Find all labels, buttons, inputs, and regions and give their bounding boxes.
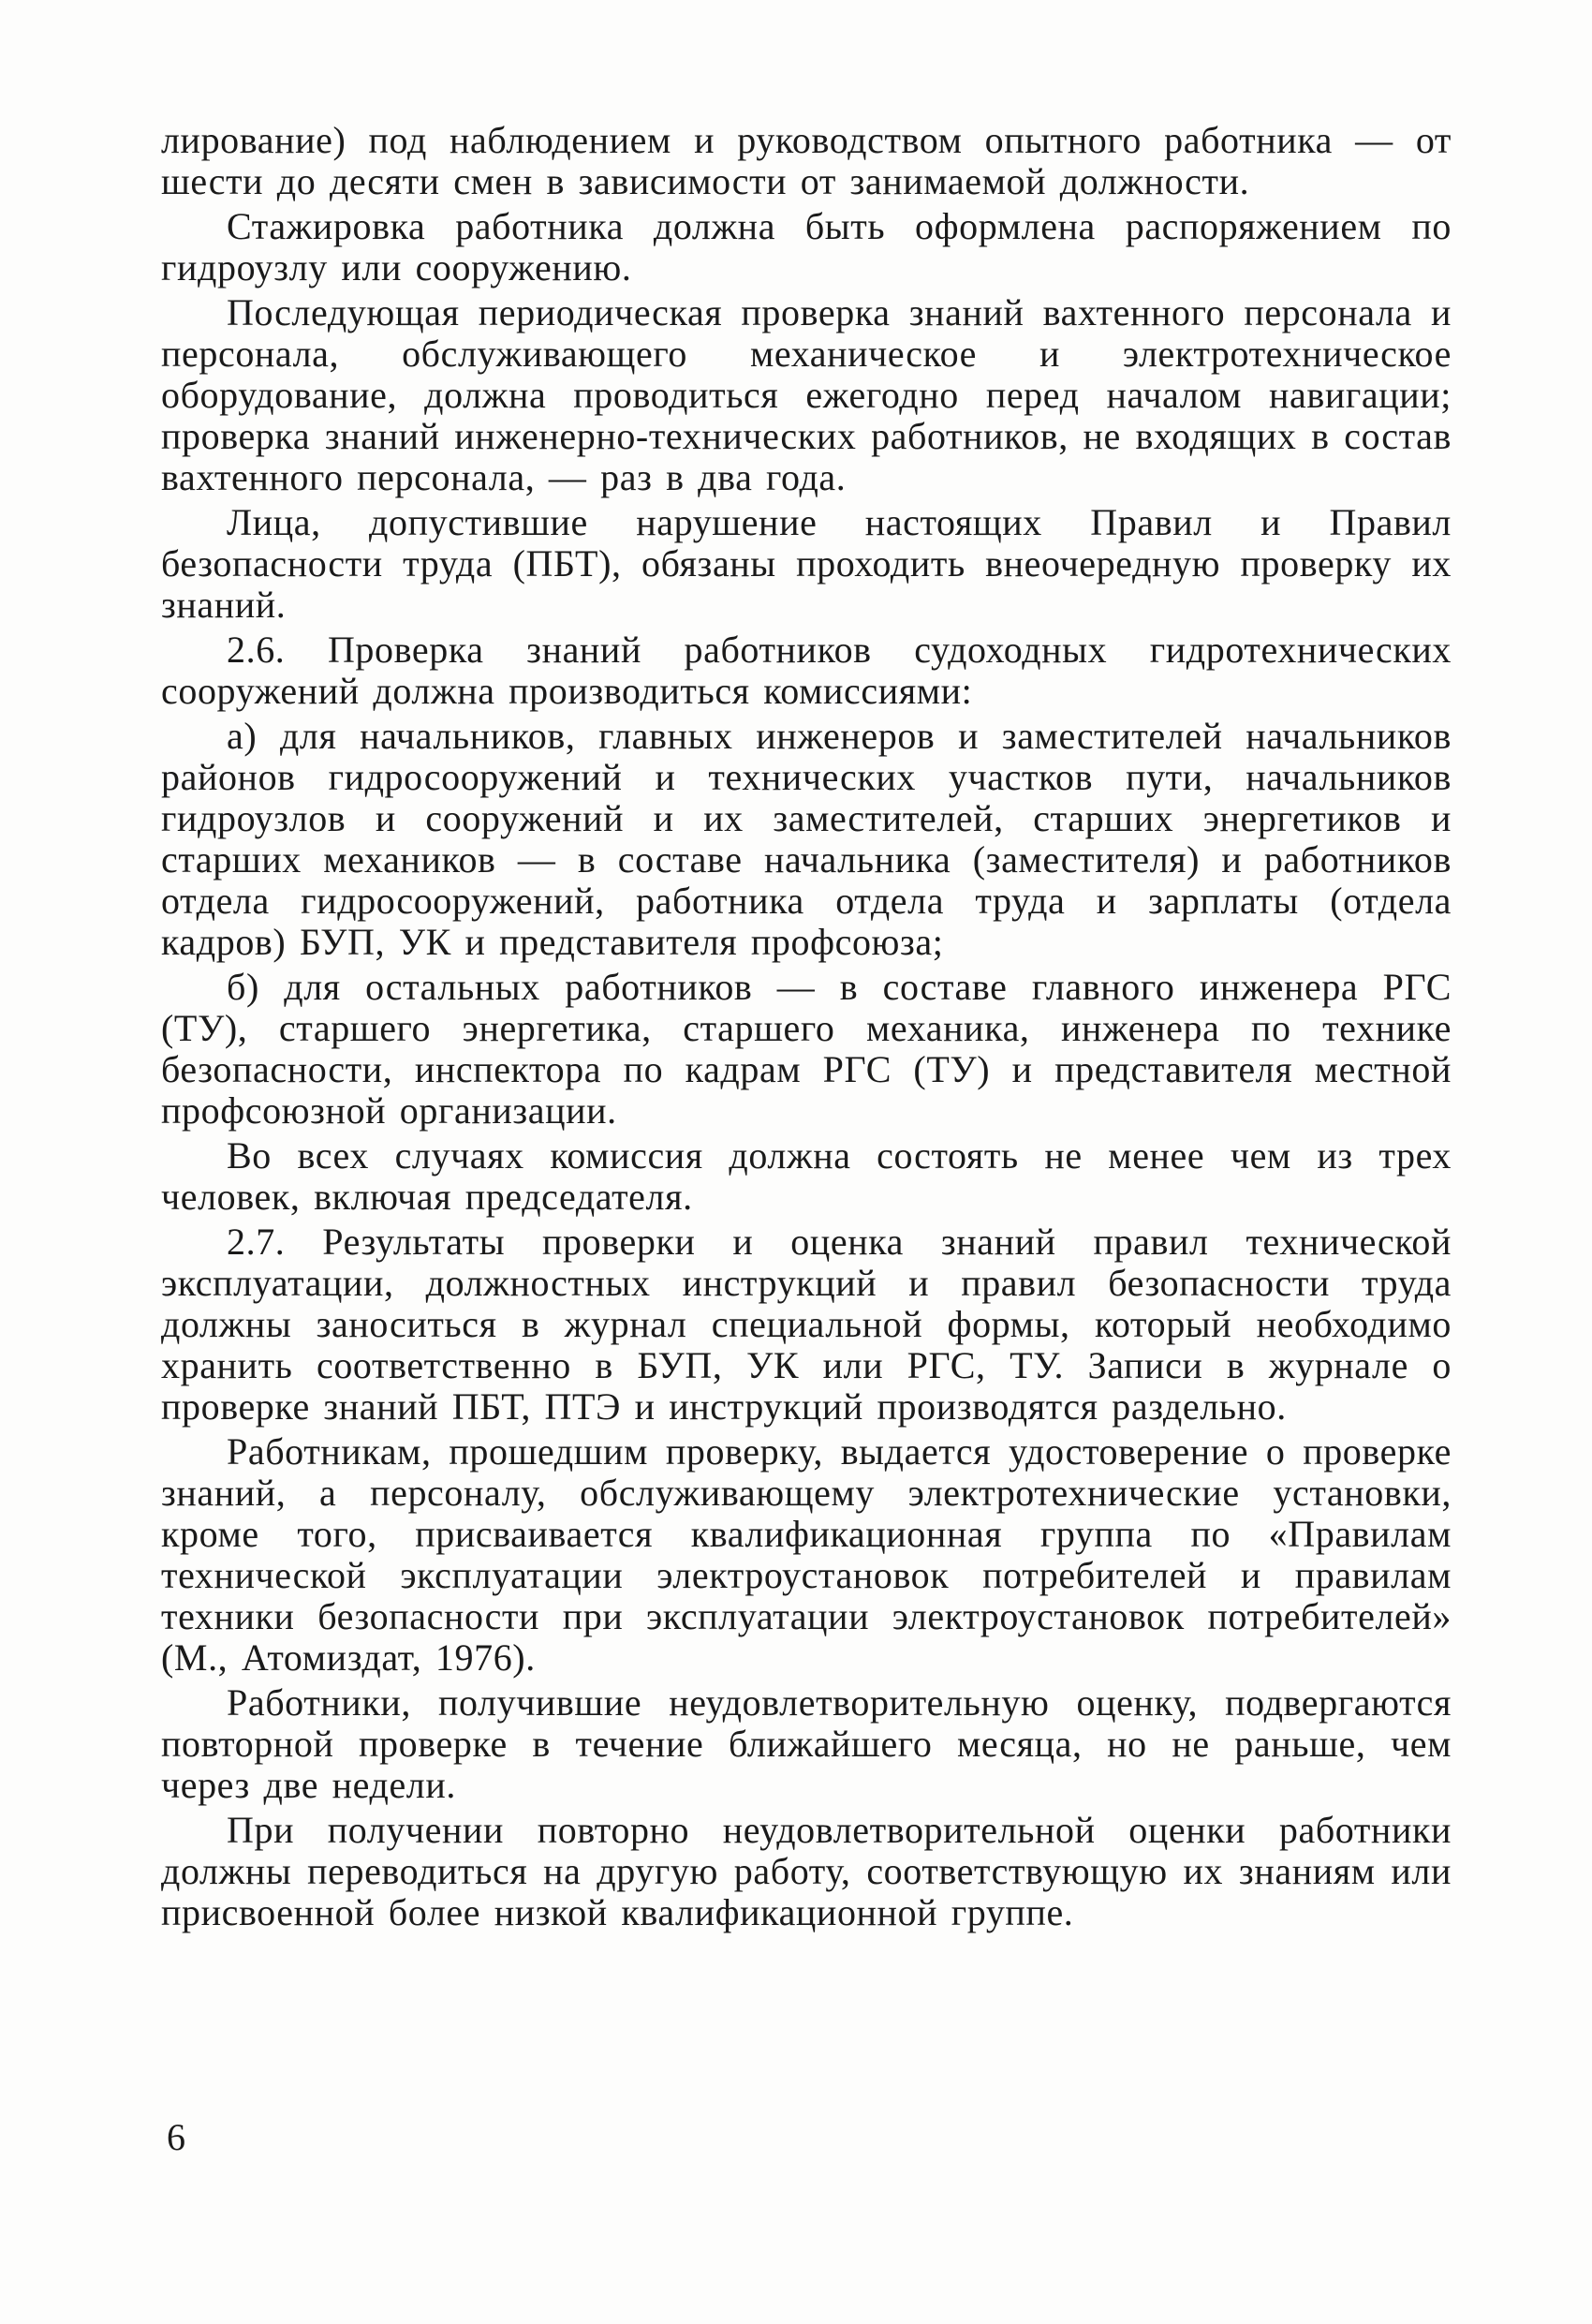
page-number: 6 [167, 2116, 185, 2158]
paragraph-transfer: При получении повторно неудовлетворительной оценки работники должны переводиться на другую работу, соответствующую их знаниям или присвоенной более низкой квалификационной группе. [161, 1809, 1452, 1933]
paragraph-internship: Стажировка работника должна быть оформлена распоряжением по гидроузлу или сооружению. [161, 205, 1452, 289]
paragraph-section-2-6: 2.6. Проверка знаний работников судоходных гидротехнических сооружений должна производиться комиссиями: [161, 629, 1452, 712]
paragraph-item-b: б) для остальных работников — в составе главного инженера РГС (ТУ), старшего энергетика, старшего механика, инженера по технике безопасности, инспектора по кадрам РГС (ТУ) и представителя местной профсоюзной организации. [161, 966, 1452, 1132]
body-text [161, 120, 1452, 1937]
paragraph-commission-size: Во всех случаях комиссия должна состоять не менее чем из трех человек, включая председателя. [161, 1134, 1452, 1218]
paragraph-certificate: Работникам, прошедшим проверку, выдается удостоверение о проверке знаний, а персоналу, обслуживающему электротехнические установки, кроме того, присваивается квалификационная группа по «Правилам технической эксплуатации электроустановок потребителей и правилам техники безопасности при эксплуатации электроустановок потребителей» (М., Атомиздат, 1976). [161, 1430, 1452, 1679]
paragraph-item-a: а) для начальников, главных инженеров и заместителей начальников районов гидросооружений и технических участков пути, начальников гидроузлов и сооружений и их заместителей, старших энергетиков и старших механиков — в составе начальника (заместителя) и работников отдела гидросооружений, работника отдела труда и зарплаты (отдела кадров) БУП, УК и представителя профсоюза; [161, 715, 1452, 963]
paragraph-retest: Работники, получившие неудовлетворительную оценку, подвергаются повторной проверке в течение ближайшего месяца, но не раньше, чем через две недели. [161, 1681, 1452, 1806]
paragraph-section-2-7: 2.7. Результаты проверки и оценка знаний правил технической эксплуатации, должностных инструкций и правил безопасности труда должны заноситься в журнал специальной формы, который необходимо хранить соответственно в БУП, УК или РГС, ТУ. Записи в журнале о проверке знаний ПБТ, ПТЭ и инструкций производятся раздельно. [161, 1221, 1452, 1428]
paragraph-periodic-check: Последующая периодическая проверка знаний вахтенного персонала и персонала, обслуживающего механическое и электротехническое оборудование, должна проводиться ежегодно перед началом навигации; проверка знаний инженерно-технических работников, не входящих в состав вахтенного персонала, — раз в два года. [161, 291, 1452, 498]
paragraph-continuation: лирование) под наблюдением и руководством опытного работника — от шести до десяти смен в зависимости от занимаемой должности. [161, 119, 1452, 202]
paragraph-extraordinary-check: Лица, допустившие нарушение настоящих Правил и Правил безопасности труда (ПБТ), обязаны проходить внеочередную проверку их знаний. [161, 501, 1452, 626]
